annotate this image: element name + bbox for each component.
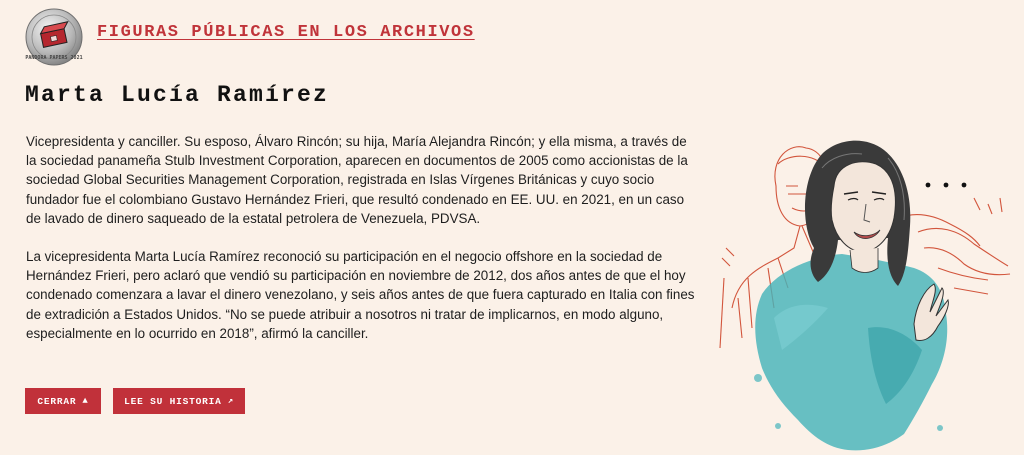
close-button[interactable] (25, 388, 101, 414)
bio-paragraph: Vicepresidenta y canciller. Su esposo, Álvaro Rincón; su hija, María Alejandra Rincón; y ella misma, a través de la sociedad panameña Stulb Investment Corporation, aparecen en documentos de 2005 como accionistas de la sociedad Global Securities Management Corporation, registrada en Islas Vírgenes Británicas y cuyo socio fundador fue el colombiano Gustavo Hernández Frieri, que resultó condenado en EE. UU. en 2021, en un caso de lavado de dinero saqueado de la estatal petrolera de Venezuela, PDVSA. (26, 134, 688, 226)
dot (944, 183, 949, 188)
bio-paragraph: La vicepresidenta Marta Lucía Ramírez reconoció su participación en el negocio offshore en la sociedad de Hernández Frieri, pero aclaró que vendió su participación en noviembre de 2012, dos años antes de que el hoy condenado comenzara a lavar el dinero venezolano, y seis años antes de que fuera capturado en Italia con fines de extradición a Estados Unidos. “No se puede atribuir a nosotros ni tratar de implicarnos, en modo alguno, especialmente en lo ocurrido en 2018”, afirmó la canciller. (26, 249, 695, 341)
woman-neck (850, 248, 878, 273)
external-arrow-icon: ↗ (227, 396, 234, 406)
triangle-up-icon: ▲ (82, 396, 89, 406)
profile-bio (26, 132, 696, 362)
close-button-label: CERRAR (37, 395, 77, 407)
woman-face (831, 162, 895, 252)
dot (962, 183, 967, 188)
profile-name: Marta Lucía Ramírez (25, 82, 330, 108)
logo-text: PANDORA PAPERS 2021 (25, 55, 83, 61)
read-story-button-label: LEE SU HISTORIA (124, 395, 222, 407)
pandora-papers-logo[interactable] (25, 8, 83, 66)
section-title-link[interactable]: FIGURAS PÚBLICAS EN LOS ARCHIVOS (97, 23, 475, 42)
read-story-button[interactable] (113, 388, 245, 414)
portrait-illustration (718, 128, 1018, 455)
teal-watercolor-body (754, 254, 947, 450)
dot (926, 183, 931, 188)
